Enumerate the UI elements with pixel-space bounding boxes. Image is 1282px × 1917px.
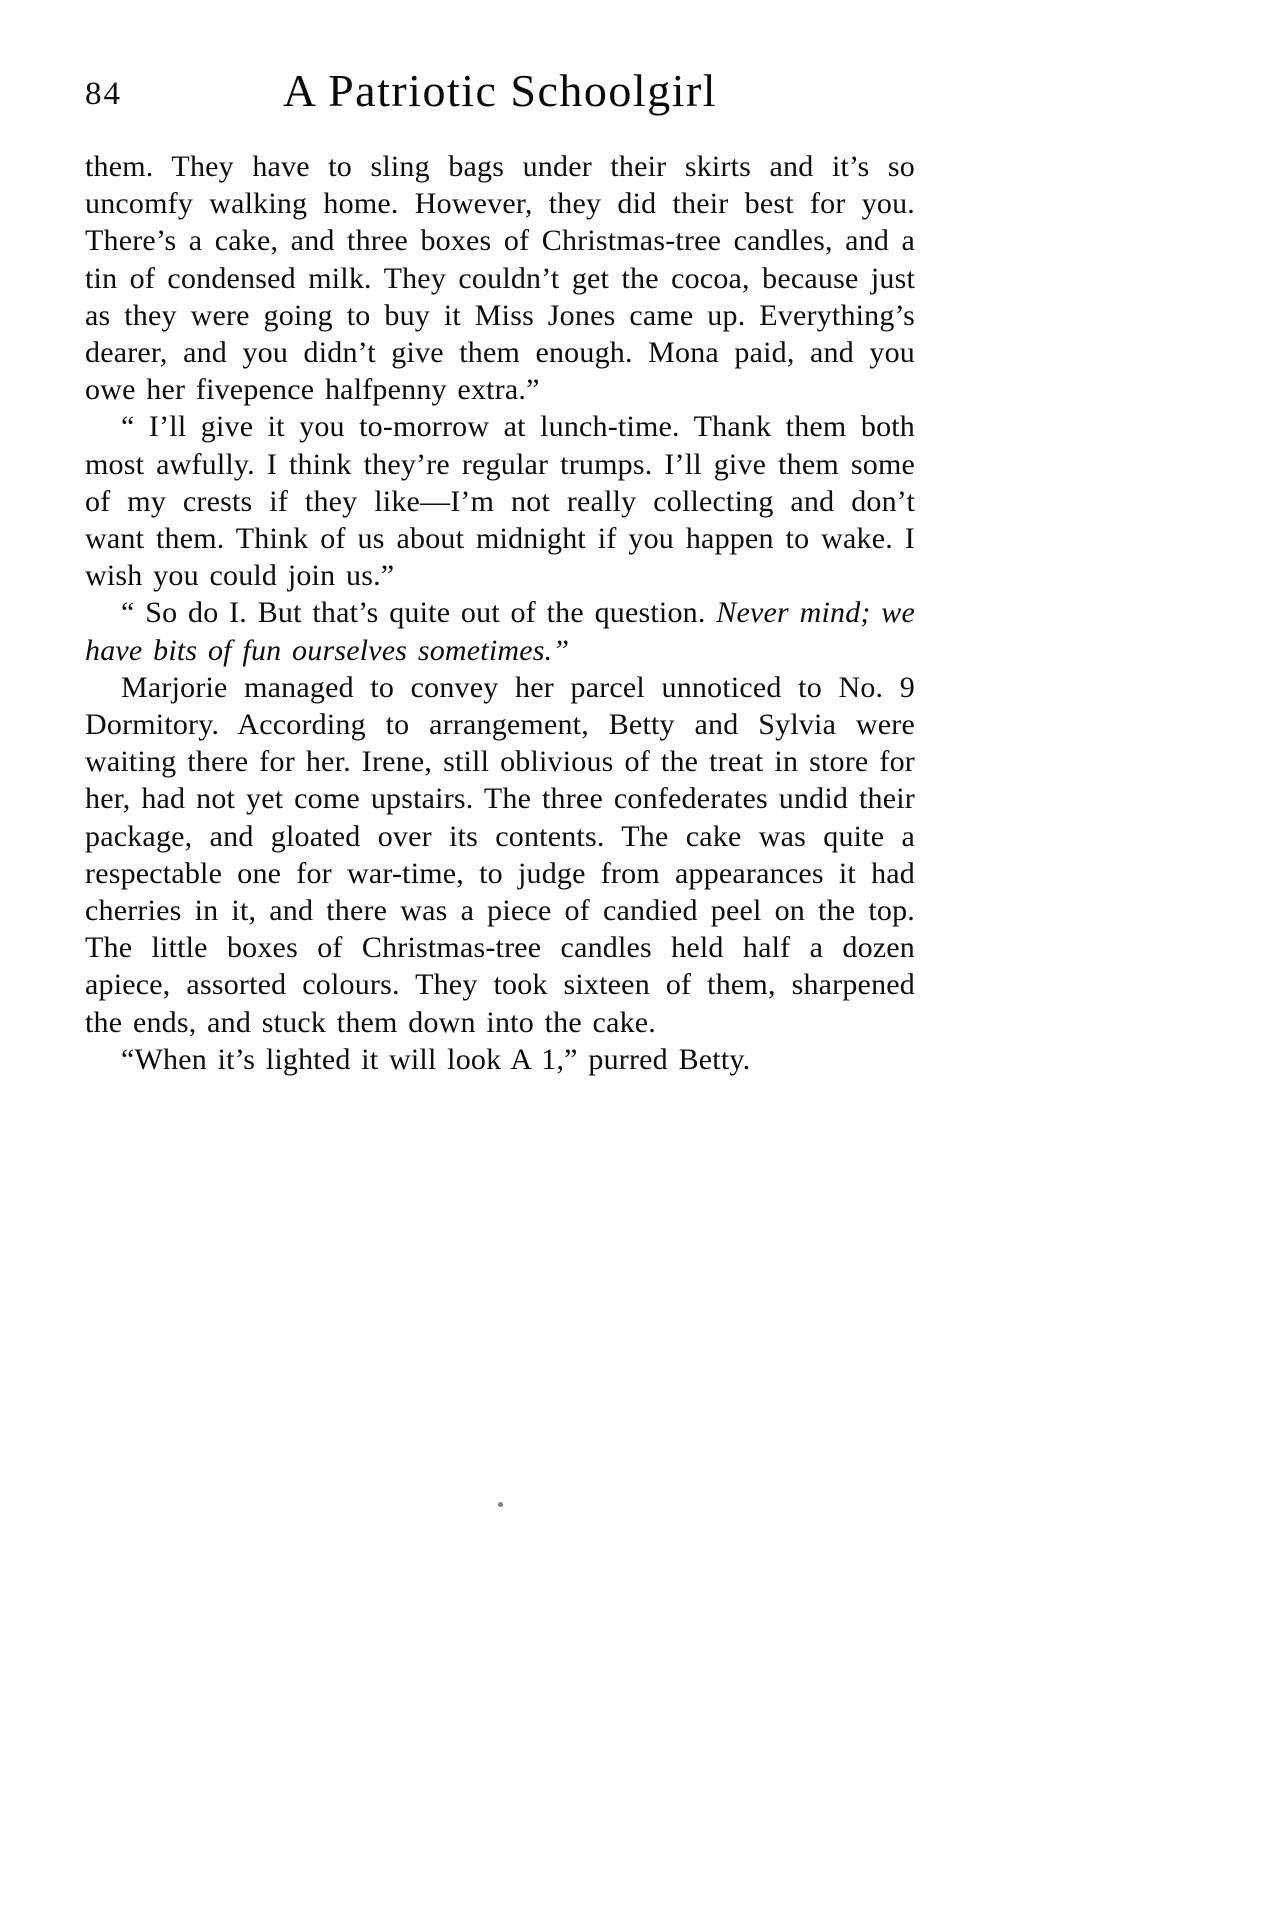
page-title: A Patriotic Schoolgirl (282, 65, 718, 116)
paragraph-text: “When it’s lighted it will look A 1,” purred Betty. (121, 1042, 751, 1076)
page-header (85, 64, 915, 124)
scan-artifact-dot (498, 1502, 503, 1507)
paragraph (85, 148, 915, 408)
paragraph-text: “ I’ll give it you to-morrow at lunch-time. Thank them both most awfully. I think they’re regular trumps. I’ll give them some of my crests if they like—I’m not really collecting and don’t want them. Think of us about midnight if you happen to wake. I wish you could join us.” (85, 410, 915, 593)
paragraph-italic-text: Never mind; we have bits of fun ourselves sometimes.” (85, 596, 916, 667)
paragraph-text: “ So do I. But that’s quite out of the question. (121, 596, 717, 630)
page-body (85, 148, 915, 1078)
page-number: 84 (85, 76, 122, 112)
paragraph (85, 594, 915, 668)
paragraph-text: them. They have to sling bags under their skirts and it’s so uncomfy walking home. However, they did their best for you. There’s a cake, and three boxes of Christmas-tree candles, and a tin of condensed milk. They couldn’t get the cocoa, because just as they were going to buy it Miss Jones came up. Everything’s dearer, and you didn’t give them enough. Mona paid, and you owe her fivepence halfpenny extra.” (85, 150, 915, 407)
paragraph (85, 408, 915, 594)
paragraph (85, 1041, 915, 1078)
paragraph-text: Marjorie managed to convey her parcel unnoticed to No. 9 Dormitory. According to arrangement, Betty and Sylvia were waiting there for her. Irene, still oblivious of the treat in store for her, had not yet come upstairs. The three confederates undid their package, and gloated over its contents. The cake was quite a respectable one for war-time, to judge from appearances it had cherries in it, and there was a piece of candied peel on the top. The little boxes of Christmas-tree candles held half a dozen apiece, assorted colours. They took sixteen of them, sharpened the ends, and stuck them down into the cake. (85, 670, 915, 1039)
paragraph (85, 669, 915, 1041)
